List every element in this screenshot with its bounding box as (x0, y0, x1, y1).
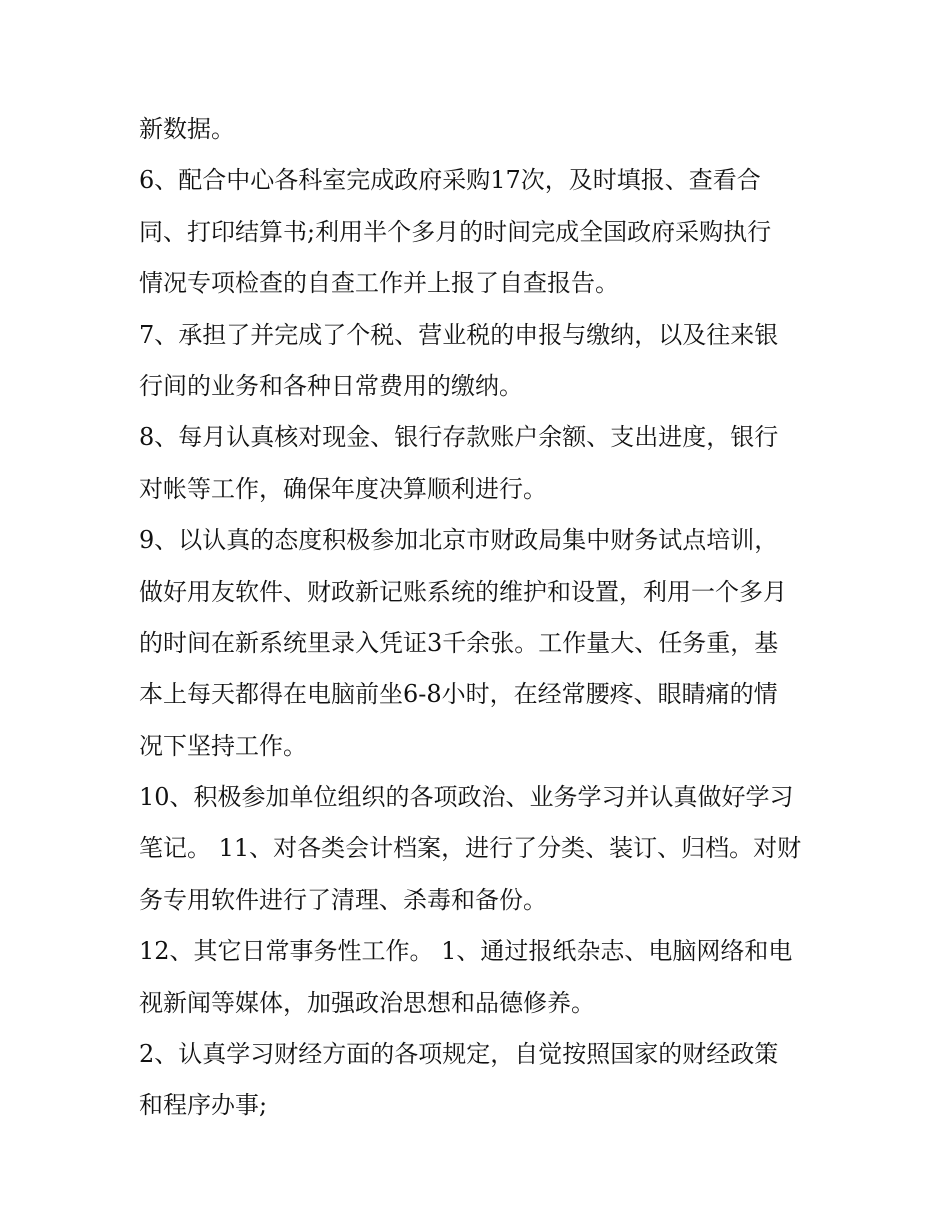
text-line: 2、认真学习财经方面的各项规定，自觉按照国家的财经政策 (139, 1040, 779, 1069)
text-line: 和程序办事; (139, 1091, 268, 1120)
text-line: 9、以认真的态度积极参加北京市财政局集中财务试点培训， (139, 526, 779, 555)
text-line: 6、配合中心各科室完成政府采购17次，及时填报、查看合 (139, 166, 761, 195)
document-body (139, 104, 829, 1132)
text-line: 视新闻等媒体，加强政治思想和品德修养。 (139, 988, 595, 1017)
text-line: 12、其它日常事务性工作。 1、通过报纸杂志、电脑网络和电 (139, 937, 793, 966)
text-line: 的时间在新系统里录入凭证3千余张。工作量大、任务重，基 (139, 628, 779, 657)
text-line: 情况专项检查的自查工作并上报了自查报告。 (139, 269, 619, 298)
text-line: 况下坚持工作。 (139, 731, 307, 760)
text-line: 行间的业务和各种日常费用的缴纳。 (139, 371, 523, 400)
text-line: 笔记。 11、对各类会计档案，进行了分类、装订、归档。对财 (139, 834, 802, 863)
text-line: 本上每天都得在电脑前坐6-8小时，在经常腰疼、眼睛痛的情 (139, 680, 778, 709)
text-line: 做好用友软件、财政新记账系统的维护和设置，利用一个多月 (139, 577, 787, 606)
text-line: 对帐等工作，确保年度决算顺利进行。 (139, 474, 547, 503)
text-line: 7、承担了并完成了个税、营业税的申报与缴纳，以及往来银 (139, 320, 779, 349)
text-line: 10、积极参加单位组织的各项政治、业务学习并认真做好学习 (139, 783, 794, 812)
text-line: 新数据。 (139, 115, 235, 143)
text-line: 同、打印结算书;利用半个多月的时间完成全国政府采购执行 (139, 217, 772, 246)
text-line: 务专用软件进行了清理、杀毒和备份。 (139, 885, 547, 914)
text-line: 8、每月认真核对现金、银行存款账户余额、支出进度，银行 (139, 423, 779, 452)
